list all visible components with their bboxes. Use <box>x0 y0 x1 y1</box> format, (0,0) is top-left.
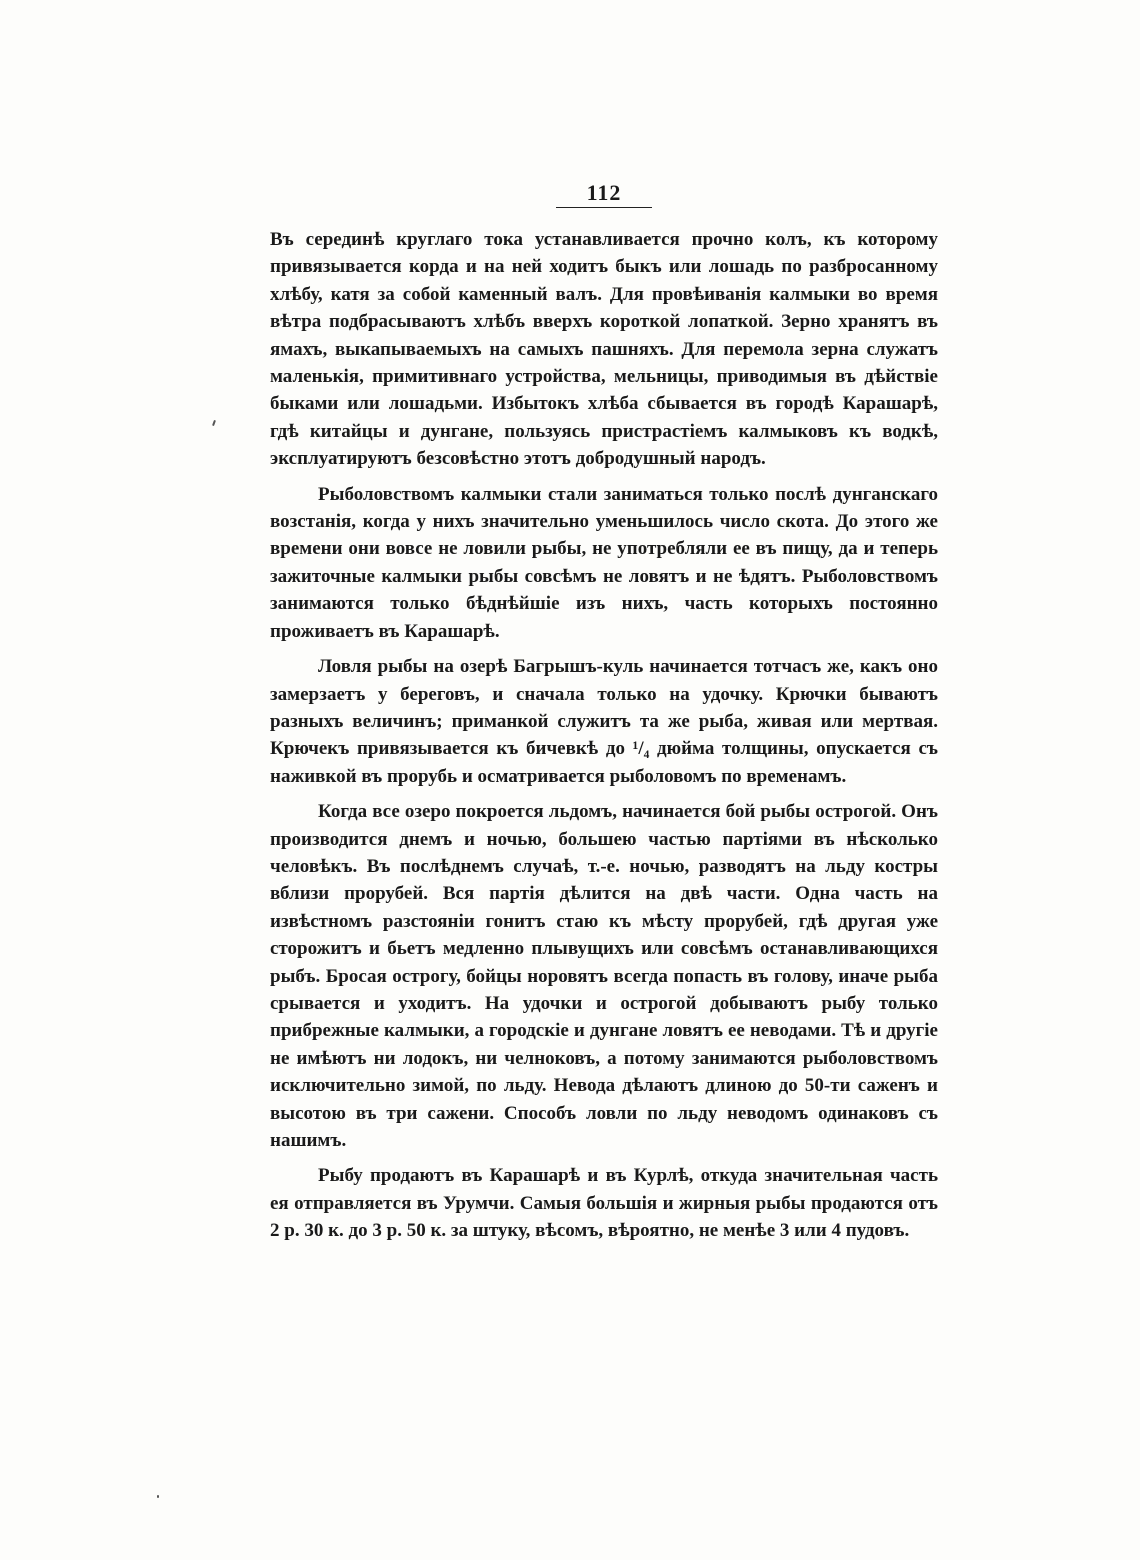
page-number-rule <box>556 207 652 208</box>
paragraph-fishing-origins: Рыболовствомъ калмыки стали заниматься только послѣ дунганскаго возстанія, когда у нихъ значительно уменьшилось число скота. До этого же времени они вовсе не ловили рыбы, не употребляли ее въ пищу, да и теперь зажиточные калмыки рыбы совсѣмъ не ловятъ и не ѣдятъ. Рыболовствомъ занимаются только бѣднѣйшіе изъ нихъ, часть которыхъ постоянно проживаетъ въ Карашарѣ. <box>270 483 938 642</box>
paragraph-hook-fishing: Ловля рыбы на озерѣ Багрышъ-куль начинается тотчасъ же, какъ оно замерзаетъ у береговъ, и сначала только на удочку. Крючки бываютъ разныхъ величинъ; приманкой служитъ та же рыба, живая или мертвая. Крючекъ привязывается къ бичевкѣ до ¹/₄ дюйма толщины, опускается съ наживкой въ прорубь и осматривается рыболовомъ по временамъ. <box>270 656 938 787</box>
paper-speck <box>212 420 216 426</box>
paragraph-fish-trade: Рыбу продаютъ въ Карашарѣ и въ Курлѣ, откуда значительная часть ея отправляется въ Урумчи. Самыя большія и жирныя рыбы продаются отъ 2 р. 30 к. до 3 р. 50 к. за штуку, вѣсомъ, вѣроятно, не менѣе 3 или 4 пудовъ. <box>270 1165 938 1242</box>
paragraph-threshing: Въ серединѣ круглаго тока устанавливается прочно колъ, къ которому привязывается корда и на ней ходитъ быкъ или лошадь по разбросанному хлѣбу, катя за собой каменный валъ. Для провѣиванія калмыки во время вѣтра подбрасываютъ хлѣбъ вверхъ короткой лопаткой. Зерно хранятъ въ ямахъ, выкапываемыхъ на самыхъ пашняхъ. Для перемола зерна служатъ маленькія, примитивнаго устройства, мельницы, приводимыя въ дѣйствіе быками или лошадьми. Избытокъ хлѣба сбывается въ городѣ Карашарѣ, гдѣ китайцы и дунгане, пользуясь пристрастіемъ калмыковъ къ водкѣ, эксплуатируютъ безсовѣстно этотъ добродушный народъ. <box>270 229 938 470</box>
body-text <box>270 226 938 1253</box>
paragraph-spear-fishing: Когда все озеро покроется льдомъ, начинается бой рыбы острогой. Онъ производится днемъ и ночью, большею частью партіями въ нѣсколько человѣкъ. Въ послѣднемъ случаѣ, т.-е. ночью, разводятъ на льду костры вблизи прорубей. Вся партія дѣлится на двѣ части. Одна часть на извѣстномъ разстояніи гонитъ стаю къ мѣсту прорубей, гдѣ другая уже сторожитъ и бьетъ медленно плывущихъ или совсѣмъ останавливающихся рыбъ. Бросая острогу, бойцы норовятъ всегда попасть въ голову, иначе рыба срывается и уходитъ. На удочки и острогой добываютъ рыбу только прибрежные калмыки, а городскіе и дунгане ловятъ ее неводами. Тѣ и другіе не имѣютъ ни лодокъ, ни челноковъ, а потому занимаются рыболовствомъ исключительно зимой, по льду. Невода дѣлаютъ длиною до 50-ти саженъ и высотою въ три сажени. Способъ ловли по льду неводомъ одинаковъ съ нашимъ. <box>270 801 938 1151</box>
paper-speck <box>157 1495 159 1498</box>
page-number: 112 <box>586 180 622 205</box>
